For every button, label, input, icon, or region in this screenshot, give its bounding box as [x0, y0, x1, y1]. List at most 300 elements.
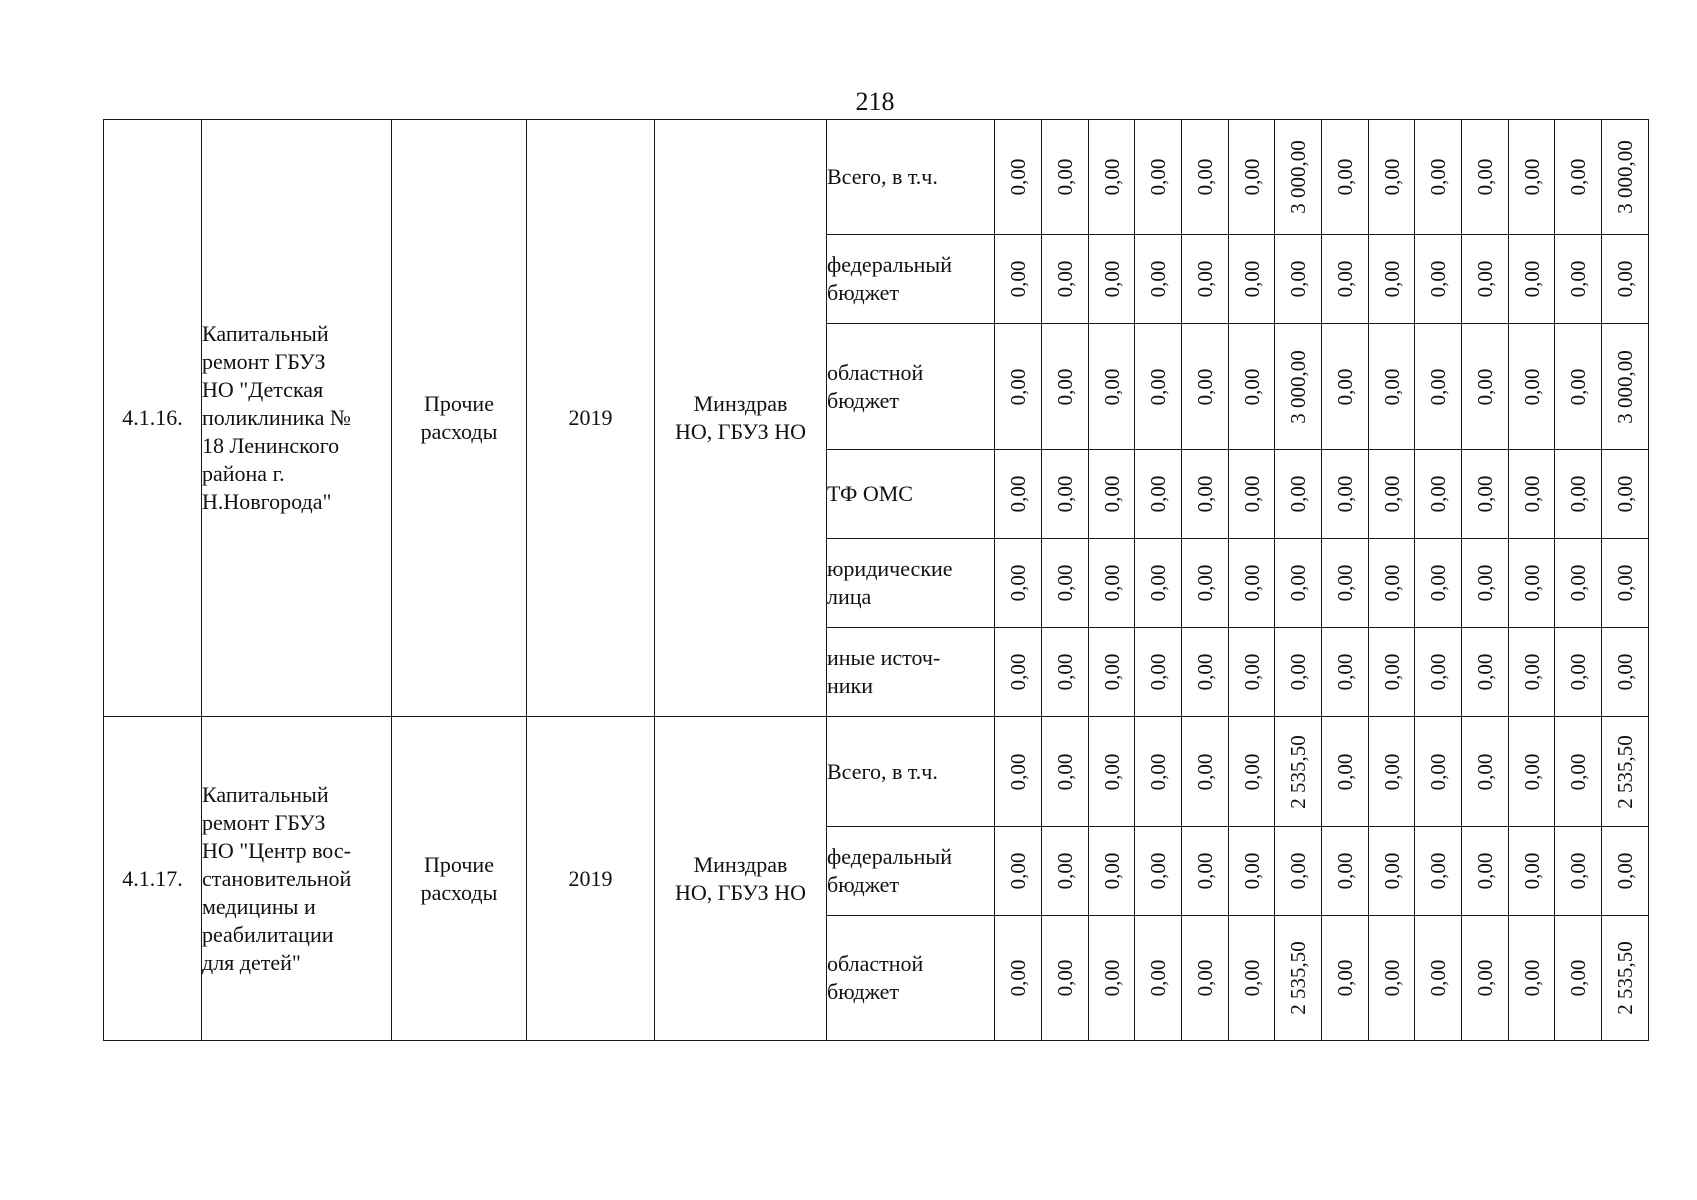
funding-source-label: Всего, в т.ч. — [827, 164, 938, 189]
amount-cell — [1275, 916, 1322, 1041]
item-name-cell — [202, 717, 392, 1041]
amount-cell — [1275, 717, 1322, 827]
table-row — [104, 717, 1649, 827]
amount-value: 0,00 — [1193, 368, 1217, 405]
amount-cell — [1229, 539, 1275, 628]
amount-cell — [1042, 827, 1089, 916]
amount-cell — [1135, 916, 1182, 1041]
amount-cell — [1415, 120, 1462, 235]
amount-cell — [1182, 827, 1229, 916]
item-name-cell — [202, 120, 392, 717]
amount-cell — [1089, 717, 1135, 827]
amount-value: 0,00 — [1566, 158, 1590, 196]
amount-cell — [1369, 450, 1415, 539]
item-number-cell — [104, 120, 202, 717]
amount-value: 0,00 — [1239, 475, 1264, 513]
item-name — [202, 781, 391, 977]
amount-cell — [1042, 628, 1089, 717]
amount-cell — [1509, 324, 1555, 450]
amount-value: 0,00 — [1239, 852, 1264, 890]
amount-cell — [1135, 717, 1182, 827]
amount-value: 0,00 — [1379, 260, 1404, 298]
amount-cell — [1602, 450, 1649, 539]
amount-value: 3 000,00 — [1286, 140, 1310, 214]
amount-value: 0,00 — [1146, 475, 1170, 513]
amount-cell — [1089, 120, 1135, 235]
amount-cell — [1275, 628, 1322, 717]
funding-source-cell — [827, 324, 995, 450]
amount-cell — [1555, 450, 1602, 539]
amount-value: 0,00 — [1006, 753, 1030, 790]
amount-cell — [1602, 628, 1649, 717]
amount-value: 0,00 — [1333, 260, 1357, 298]
amount-cell — [1042, 916, 1089, 1041]
amount-value: 0,00 — [1053, 475, 1077, 513]
amount-value: 0,00 — [1426, 959, 1450, 997]
amount-value: 0,00 — [1193, 653, 1217, 691]
item-number-cell — [104, 717, 202, 1041]
item-name-line: НО "Детская — [202, 377, 324, 402]
funding-source-cell — [827, 235, 995, 324]
amount-value: 0,00 — [1473, 753, 1497, 790]
amount-cell — [1089, 916, 1135, 1041]
amount-value: 0,00 — [1146, 158, 1170, 196]
amount-cell — [1322, 916, 1369, 1041]
amount-value: 0,00 — [1333, 753, 1357, 790]
amount-value: 0,00 — [1519, 158, 1544, 196]
amount-cell — [1182, 717, 1229, 827]
amount-value: 0,00 — [1379, 653, 1404, 691]
amount-cell — [1509, 450, 1555, 539]
amount-value: 0,00 — [1006, 158, 1030, 196]
item-name-line: ремонт ГБУЗ — [202, 809, 326, 835]
amount-value: 0,00 — [1193, 564, 1217, 602]
amount-cell — [1415, 628, 1462, 717]
amount-value: 0,00 — [1613, 475, 1637, 513]
funding-source-label: бюджет — [827, 387, 899, 413]
amount-value: 0,00 — [1286, 564, 1310, 602]
amount-value: 0,00 — [1193, 475, 1217, 513]
item-name-line: медицины и — [202, 893, 316, 919]
amount-cell — [1509, 235, 1555, 324]
amount-cell — [995, 324, 1042, 450]
amount-value: 3 000,00 — [1613, 349, 1637, 424]
amount-cell — [995, 539, 1042, 628]
page-number: 218 — [855, 87, 895, 116]
executor-cell — [655, 120, 827, 717]
amount-value: 0,00 — [1146, 564, 1170, 602]
amount-value: 0,00 — [1519, 368, 1544, 405]
amount-value: 0,00 — [1333, 564, 1357, 602]
amount-value: 0,00 — [1006, 959, 1030, 997]
amount-cell — [1229, 916, 1275, 1041]
amount-value: 3 000,00 — [1286, 349, 1310, 424]
amount-cell — [1182, 235, 1229, 324]
amount-cell — [1229, 120, 1275, 235]
amount-value: 0,00 — [1053, 158, 1077, 196]
amount-value: 0,00 — [1146, 852, 1170, 890]
amount-cell — [1415, 539, 1462, 628]
amount-cell — [1462, 120, 1509, 235]
amount-cell — [995, 120, 1042, 235]
amount-cell — [1415, 450, 1462, 539]
amount-cell — [1602, 717, 1649, 827]
amount-value: 0,00 — [1613, 260, 1637, 298]
amount-value: 0,00 — [1333, 959, 1357, 997]
item-name-line: ремонт ГБУЗ — [202, 349, 326, 374]
amount-cell — [1322, 235, 1369, 324]
amount-cell — [1322, 628, 1369, 717]
amount-value: 0,00 — [1566, 852, 1590, 890]
amount-cell — [1509, 120, 1555, 235]
amount-cell — [1322, 539, 1369, 628]
amount-value: 0,00 — [1473, 852, 1497, 890]
funding-source-label: ТФ ОМС — [827, 481, 913, 506]
amount-cell — [1182, 539, 1229, 628]
amount-value: 0,00 — [1473, 260, 1497, 298]
amount-cell — [1555, 539, 1602, 628]
amount-cell — [1555, 235, 1602, 324]
amount-value: 0,00 — [1006, 260, 1030, 298]
amount-cell — [1229, 324, 1275, 450]
funding-source-cell — [827, 916, 995, 1041]
amount-value: 0,00 — [1193, 260, 1217, 298]
amount-cell — [995, 450, 1042, 539]
amount-cell — [1415, 827, 1462, 916]
amount-value: 0,00 — [1379, 959, 1404, 997]
amount-value: 0,00 — [1566, 368, 1590, 405]
funding-source-label: областной — [827, 359, 924, 385]
amount-value: 0,00 — [1426, 564, 1450, 602]
item-name-line: 18 Ленинского — [202, 433, 340, 458]
amount-cell — [1089, 324, 1135, 450]
amount-cell — [1322, 717, 1369, 827]
amount-value: 0,00 — [1566, 564, 1590, 602]
amount-value: 2 535,50 — [1286, 941, 1310, 1015]
amount-cell — [1602, 539, 1649, 628]
amount-value: 0,00 — [1146, 753, 1170, 790]
amount-cell — [1322, 827, 1369, 916]
amount-value: 0,00 — [1193, 753, 1217, 790]
amount-value: 0,00 — [1566, 653, 1590, 691]
amount-value: 0,00 — [1286, 260, 1310, 298]
amount-value: 0,00 — [1426, 852, 1450, 890]
expense-type-cell — [392, 717, 527, 1041]
executor-line: Минздрав — [693, 851, 788, 877]
amount-value: 0,00 — [1146, 260, 1170, 298]
amount-cell — [1509, 717, 1555, 827]
amount-cell — [1135, 324, 1182, 450]
amount-value: 0,00 — [1239, 564, 1264, 602]
amount-value: 0,00 — [1426, 653, 1450, 691]
amount-cell — [1229, 717, 1275, 827]
budget-table — [103, 119, 1649, 1041]
funding-source-cell — [827, 450, 995, 539]
expense-type-line: Прочие — [424, 851, 494, 877]
amount-cell — [1042, 717, 1089, 827]
funding-source-label: ники — [827, 673, 874, 698]
amount-value: 0,00 — [1566, 959, 1590, 997]
amount-cell — [1509, 628, 1555, 717]
amount-value: 0,00 — [1566, 475, 1590, 513]
amount-cell — [1555, 120, 1602, 235]
amount-cell — [1369, 235, 1415, 324]
amount-cell — [1275, 539, 1322, 628]
amount-cell — [1229, 827, 1275, 916]
amount-value: 0,00 — [1193, 852, 1217, 890]
amount-cell — [1089, 827, 1135, 916]
funding-source-label: федеральный — [827, 252, 952, 277]
amount-cell — [1602, 120, 1649, 235]
funding-source-cell — [827, 628, 995, 717]
year-cell — [527, 120, 655, 717]
amount-value: 0,00 — [1379, 158, 1404, 196]
amount-value: 0,00 — [1613, 653, 1637, 691]
amount-value: 0,00 — [1099, 158, 1124, 196]
amount-value: 0,00 — [1519, 475, 1544, 513]
amount-value: 0,00 — [1426, 753, 1450, 790]
amount-value: 0,00 — [1286, 852, 1310, 890]
amount-value: 0,00 — [1193, 959, 1217, 997]
amount-cell — [1042, 450, 1089, 539]
amount-value: 0,00 — [1006, 475, 1030, 513]
amount-value: 0,00 — [1379, 564, 1404, 602]
amount-value: 0,00 — [1099, 564, 1124, 602]
amount-cell — [1509, 916, 1555, 1041]
expense-type-line: Прочие — [424, 391, 494, 416]
amount-value: 0,00 — [1473, 653, 1497, 691]
amount-value: 0,00 — [1053, 368, 1077, 405]
item-number: 4.1.17. — [122, 865, 183, 891]
year: 2019 — [568, 865, 613, 891]
amount-value: 0,00 — [1006, 564, 1030, 602]
amount-cell — [995, 717, 1042, 827]
amount-value: 0,00 — [1053, 653, 1077, 691]
amount-value: 0,00 — [1519, 564, 1544, 602]
amount-cell — [1415, 717, 1462, 827]
funding-source-label: лица — [827, 584, 872, 609]
amount-value: 0,00 — [1473, 475, 1497, 513]
item-name-line: Капитальный — [202, 321, 329, 346]
item-name-line: реабилитации — [202, 921, 334, 947]
amount-value: 0,00 — [1426, 368, 1450, 405]
amount-cell — [1462, 827, 1509, 916]
amount-value: 0,00 — [1519, 260, 1544, 298]
amount-cell — [995, 628, 1042, 717]
item-number: 4.1.16. — [122, 405, 183, 430]
executor-cell — [655, 717, 827, 1041]
amount-value: 2 535,50 — [1286, 734, 1310, 809]
amount-value: 0,00 — [1426, 158, 1450, 196]
executor-line: НО, ГБУЗ НО — [675, 419, 806, 444]
amount-value: 0,00 — [1333, 158, 1357, 196]
funding-source-label: бюджет — [827, 872, 899, 897]
amount-cell — [1555, 916, 1602, 1041]
amount-value: 0,00 — [1053, 959, 1077, 997]
funding-source-label: Всего, в т.ч. — [827, 758, 938, 784]
amount-cell — [1089, 235, 1135, 324]
amount-cell — [1509, 539, 1555, 628]
amount-value: 0,00 — [1613, 852, 1637, 890]
item-name-line: для детей" — [202, 949, 301, 975]
amount-cell — [1089, 539, 1135, 628]
amount-value: 0,00 — [1379, 475, 1404, 513]
item-name-line: Капитальный — [202, 781, 329, 807]
amount-cell — [1182, 120, 1229, 235]
amount-cell — [1089, 450, 1135, 539]
expense-type-cell — [392, 120, 527, 717]
item-name-line: поликлиника № — [202, 405, 351, 430]
amount-cell — [1369, 324, 1415, 450]
amount-cell — [995, 235, 1042, 324]
amount-cell — [1602, 916, 1649, 1041]
amount-value: 0,00 — [1006, 653, 1030, 691]
amount-value: 0,00 — [1053, 564, 1077, 602]
amount-cell — [1462, 235, 1509, 324]
amount-cell — [1135, 539, 1182, 628]
amount-cell — [1182, 324, 1229, 450]
year: 2019 — [568, 405, 613, 430]
amount-cell — [1042, 324, 1089, 450]
amount-cell — [1555, 324, 1602, 450]
amount-value: 0,00 — [1473, 368, 1497, 405]
amount-value: 0,00 — [1379, 368, 1404, 405]
amount-cell — [1462, 916, 1509, 1041]
amount-value: 0,00 — [1239, 158, 1264, 196]
item-name-line: НО "Центр вос- — [202, 837, 351, 863]
amount-value: 0,00 — [1286, 475, 1310, 513]
amount-value: 0,00 — [1519, 753, 1544, 790]
amount-cell — [1135, 827, 1182, 916]
amount-cell — [1275, 324, 1322, 450]
year-cell — [527, 717, 655, 1041]
amount-value: 3 000,00 — [1613, 140, 1637, 214]
amount-cell — [1369, 628, 1415, 717]
amount-cell — [1415, 324, 1462, 450]
executor-line: НО, ГБУЗ НО — [675, 879, 806, 905]
amount-value: 0,00 — [1146, 959, 1170, 997]
funding-source-label: бюджет — [827, 979, 899, 1004]
amount-value: 0,00 — [1333, 852, 1357, 890]
amount-value: 0,00 — [1193, 158, 1217, 196]
amount-value: 0,00 — [1333, 368, 1357, 405]
amount-cell — [1229, 235, 1275, 324]
amount-value: 0,00 — [1286, 653, 1310, 691]
amount-value: 0,00 — [1473, 564, 1497, 602]
amount-value: 0,00 — [1239, 260, 1264, 298]
amount-cell — [1555, 717, 1602, 827]
amount-value: 0,00 — [1099, 753, 1124, 790]
amount-value: 0,00 — [1146, 653, 1170, 691]
amount-cell — [1555, 628, 1602, 717]
amount-value: 0,00 — [1379, 852, 1404, 890]
amount-value: 0,00 — [1426, 475, 1450, 513]
amount-cell — [1369, 916, 1415, 1041]
amount-value: 2 535,50 — [1613, 941, 1637, 1015]
amount-value: 0,00 — [1146, 368, 1170, 405]
table-row — [104, 120, 1649, 235]
amount-cell — [1275, 235, 1322, 324]
amount-cell — [995, 827, 1042, 916]
amount-cell — [1369, 120, 1415, 235]
amount-cell — [1369, 717, 1415, 827]
amount-value: 0,00 — [1006, 368, 1030, 405]
amount-cell — [1602, 235, 1649, 324]
amount-cell — [1369, 539, 1415, 628]
amount-value: 0,00 — [1426, 260, 1450, 298]
amount-value: 0,00 — [1239, 653, 1264, 691]
amount-value: 0,00 — [1379, 753, 1404, 790]
item-name-line: Н.Новгорода" — [202, 489, 332, 514]
amount-cell — [1602, 827, 1649, 916]
amount-value: 2 535,50 — [1613, 734, 1637, 809]
amount-cell — [1135, 120, 1182, 235]
amount-cell — [1135, 450, 1182, 539]
amount-cell — [1462, 450, 1509, 539]
amount-value: 0,00 — [1099, 475, 1124, 513]
amount-value: 0,00 — [1566, 260, 1590, 298]
amount-value: 0,00 — [1333, 475, 1357, 513]
funding-source-label: бюджет — [827, 280, 899, 305]
amount-value: 0,00 — [1053, 260, 1077, 298]
item-name-line: района г. — [202, 461, 285, 486]
amount-value: 0,00 — [1099, 653, 1124, 691]
funding-source-cell — [827, 827, 995, 916]
amount-cell — [1229, 628, 1275, 717]
amount-cell — [1462, 324, 1509, 450]
amount-cell — [1042, 235, 1089, 324]
amount-cell — [1555, 827, 1602, 916]
amount-value: 0,00 — [1519, 959, 1544, 997]
funding-source-cell — [827, 717, 995, 827]
amount-cell — [1602, 324, 1649, 450]
expense-type-line: расходы — [420, 419, 498, 444]
amount-cell — [1229, 450, 1275, 539]
funding-source-label: федеральный — [827, 844, 952, 869]
amount-cell — [1322, 120, 1369, 235]
amount-cell — [1182, 450, 1229, 539]
amount-cell — [1462, 628, 1509, 717]
item-name-line: становительной — [202, 865, 352, 891]
expense-type-line: расходы — [420, 879, 498, 905]
amount-cell — [1135, 235, 1182, 324]
amount-cell — [1509, 827, 1555, 916]
amount-cell — [1322, 324, 1369, 450]
amount-value: 0,00 — [1099, 852, 1124, 890]
funding-source-label: иные источ- — [827, 645, 941, 670]
amount-value: 0,00 — [1006, 852, 1030, 890]
amount-value: 0,00 — [1473, 959, 1497, 997]
amount-cell — [1415, 916, 1462, 1041]
amount-value: 0,00 — [1099, 959, 1124, 997]
amount-cell — [1415, 235, 1462, 324]
amount-cell — [1322, 450, 1369, 539]
amount-value: 0,00 — [1239, 753, 1264, 790]
amount-value: 0,00 — [1053, 852, 1077, 890]
amount-cell — [1275, 827, 1322, 916]
amount-cell — [1182, 916, 1229, 1041]
item-name — [202, 320, 391, 516]
amount-cell — [1135, 628, 1182, 717]
amount-value: 0,00 — [1053, 753, 1077, 790]
amount-cell — [1369, 827, 1415, 916]
amount-cell — [1462, 539, 1509, 628]
amount-value: 0,00 — [1566, 753, 1590, 790]
amount-value: 0,00 — [1239, 959, 1264, 997]
amount-value: 0,00 — [1519, 852, 1544, 890]
amount-cell — [1275, 450, 1322, 539]
funding-source-cell — [827, 539, 995, 628]
